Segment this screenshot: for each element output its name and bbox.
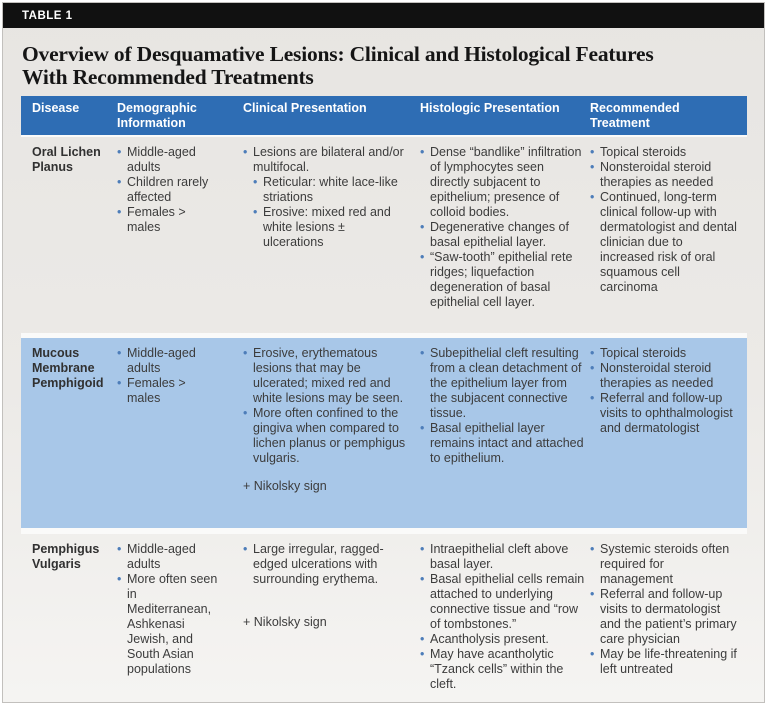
- clinical-cell: [243, 137, 420, 333]
- histologic-cell: [420, 534, 590, 703]
- bullet-icon: [117, 572, 127, 677]
- table-title-line1: Overview of Desquamative Lesions: Clinical and Histological Features: [22, 42, 654, 66]
- list-item: • Degenerative changes of basal epithelial layer.: [420, 220, 586, 250]
- list-item: • Systemic steroids often required for management: [590, 542, 740, 587]
- bullet-icon: [243, 542, 253, 587]
- disease-name: Mucous Membrane Pemphigoid: [32, 346, 104, 390]
- list-item: • Nonsteroidal steroid therapies as needed: [590, 160, 740, 190]
- list-item: • Erosive, erythematous lesions that may be ulcerated; mixed red and white lesions may be seen.: [243, 346, 406, 406]
- list-item: • Large irregular, ragged-edged ulcerations with surrounding erythema.: [243, 542, 406, 587]
- col-header-disease: Disease: [32, 101, 80, 115]
- list-item: • Middle-aged adults: [117, 346, 222, 376]
- bullet-icon: [420, 346, 430, 421]
- nikolsky-sign-note: + Nikolsky sign: [243, 479, 327, 493]
- nikolsky-sign-note: + Nikolsky sign: [243, 615, 327, 629]
- bullet-icon: [420, 632, 430, 647]
- bullet-icon: [420, 572, 430, 632]
- disease-name: Pemphigus Vulgaris: [32, 542, 100, 571]
- bullet-icon: [420, 542, 430, 572]
- bullet-icon: [117, 376, 127, 406]
- table-figure-frame: [2, 2, 765, 703]
- bullet-icon: [590, 346, 600, 361]
- bullet-icon: [117, 145, 127, 175]
- list-item: • Basal epithelial layer remains intact and attached to epithelium.: [420, 421, 586, 466]
- list-item: • May be life-threatening if left untreated: [590, 647, 740, 677]
- bullet-icon: [420, 421, 430, 466]
- col-header-histologic: Histologic Presentation: [420, 101, 560, 115]
- list-item: • Continued, long-term clinical follow-up with dermatologist and dental clinician due to increased risk of oral squamous cell carcinoma: [590, 190, 740, 295]
- bullet-icon: [253, 175, 263, 205]
- list-subitem: • Erosive: mixed red and white lesions ± ulcerations: [253, 205, 406, 250]
- bullet-icon: [253, 205, 263, 250]
- list-item: • Nonsteroidal steroid therapies as needed: [590, 361, 740, 391]
- bullet-icon: [590, 361, 600, 391]
- clinical-cell: [243, 534, 420, 703]
- list-item: • Middle-aged adults: [117, 145, 222, 175]
- bullet-icon: [420, 145, 430, 220]
- list-item: • Children rarely affected: [117, 175, 222, 205]
- bullet-icon: [590, 190, 600, 295]
- bullet-icon: [117, 346, 127, 376]
- list-item: • More often confined to the gingiva when compared to lichen planus or pemphigus vulgaris.: [243, 406, 406, 466]
- bullet-icon: [117, 175, 127, 205]
- list-item: • Females > males: [117, 376, 222, 406]
- table-number-label: TABLE 1: [22, 9, 73, 22]
- table-title-line2: With Recommended Treatments: [22, 65, 314, 89]
- list-item: • More often seen in Mediterranean, Ashkenasi Jewish, and South Asian populations: [117, 572, 222, 677]
- demographic-cell: [117, 338, 243, 528]
- bullet-icon: [590, 145, 600, 160]
- bullet-icon: [243, 346, 253, 406]
- bullet-icon: [590, 542, 600, 587]
- list-item: • “Saw-tooth” epithelial rete ridges; liquefaction degeneration of basal epithelial cell layer.: [420, 250, 586, 310]
- list-item: • Basal epithelial cells remain attached to underlying connective tissue and “row of tombstones.”: [420, 572, 586, 632]
- bullet-icon: [420, 647, 430, 692]
- list-item: • Referral and follow-up visits to ophthalmologist and dermatologist: [590, 391, 740, 436]
- list-item: • Lesions are bilateral and/or multifocal.: [243, 145, 406, 175]
- list-item: • May have acantholytic “Tzanck cells” within the cleft.: [420, 647, 586, 692]
- list-item: • Intraepithelial cleft above basal layer.: [420, 542, 586, 572]
- table-row-oral-lichen-planus: [21, 137, 747, 333]
- col-header-demographic: Demographic Information: [117, 101, 197, 130]
- treatment-cell: [590, 534, 747, 703]
- bullet-icon: [590, 587, 600, 647]
- demographic-cell: [117, 137, 243, 333]
- list-item: • Acantholysis present.: [420, 632, 586, 647]
- treatment-cell: [590, 137, 747, 333]
- col-header-treatment: Recommended Treatment: [590, 101, 680, 130]
- table-number-bar: [3, 3, 764, 28]
- list-item: • Topical steroids: [590, 346, 740, 361]
- bullet-icon: [590, 647, 600, 677]
- list-item: • Dense “bandlike” infiltration of lymphocytes seen directly subjacent to epithelium; presence of colloid bodies.: [420, 145, 586, 220]
- bullet-icon: [420, 250, 430, 310]
- clinical-cell: [243, 338, 420, 528]
- bullet-icon: [117, 542, 127, 572]
- list-item: • Subepithelial cleft resulting from a clean detachment of the epithelium layer from the subjacent connective tissue.: [420, 346, 586, 421]
- list-item: • Females > males: [117, 205, 222, 235]
- table-title: [22, 43, 744, 89]
- list-item: • Referral and follow-up visits to dermatologist and the patient’s primary care physician: [590, 587, 740, 647]
- bullet-icon: [590, 391, 600, 436]
- table-row-pemphigus-vulgaris: [21, 534, 747, 703]
- col-header-clinical: Clinical Presentation: [243, 101, 367, 115]
- bullet-icon: [243, 145, 253, 175]
- bullet-icon: [243, 406, 253, 466]
- bullet-icon: [420, 220, 430, 250]
- list-item: • Topical steroids: [590, 145, 740, 160]
- list-item: • Middle-aged adults: [117, 542, 222, 572]
- bullet-icon: [117, 205, 127, 235]
- desquamative-lesions-table: [21, 96, 747, 703]
- histologic-cell: [420, 338, 590, 528]
- list-subitem: • Reticular: white lace-like striations: [253, 175, 406, 205]
- demographic-cell: [117, 534, 243, 703]
- bullet-icon: [590, 160, 600, 190]
- table-row-mucous-membrane-pemphigoid: [21, 338, 747, 528]
- histologic-cell: [420, 137, 590, 333]
- treatment-cell: [590, 338, 747, 528]
- disease-name: Oral Lichen Planus: [32, 145, 101, 174]
- table-header-row: [21, 96, 747, 135]
